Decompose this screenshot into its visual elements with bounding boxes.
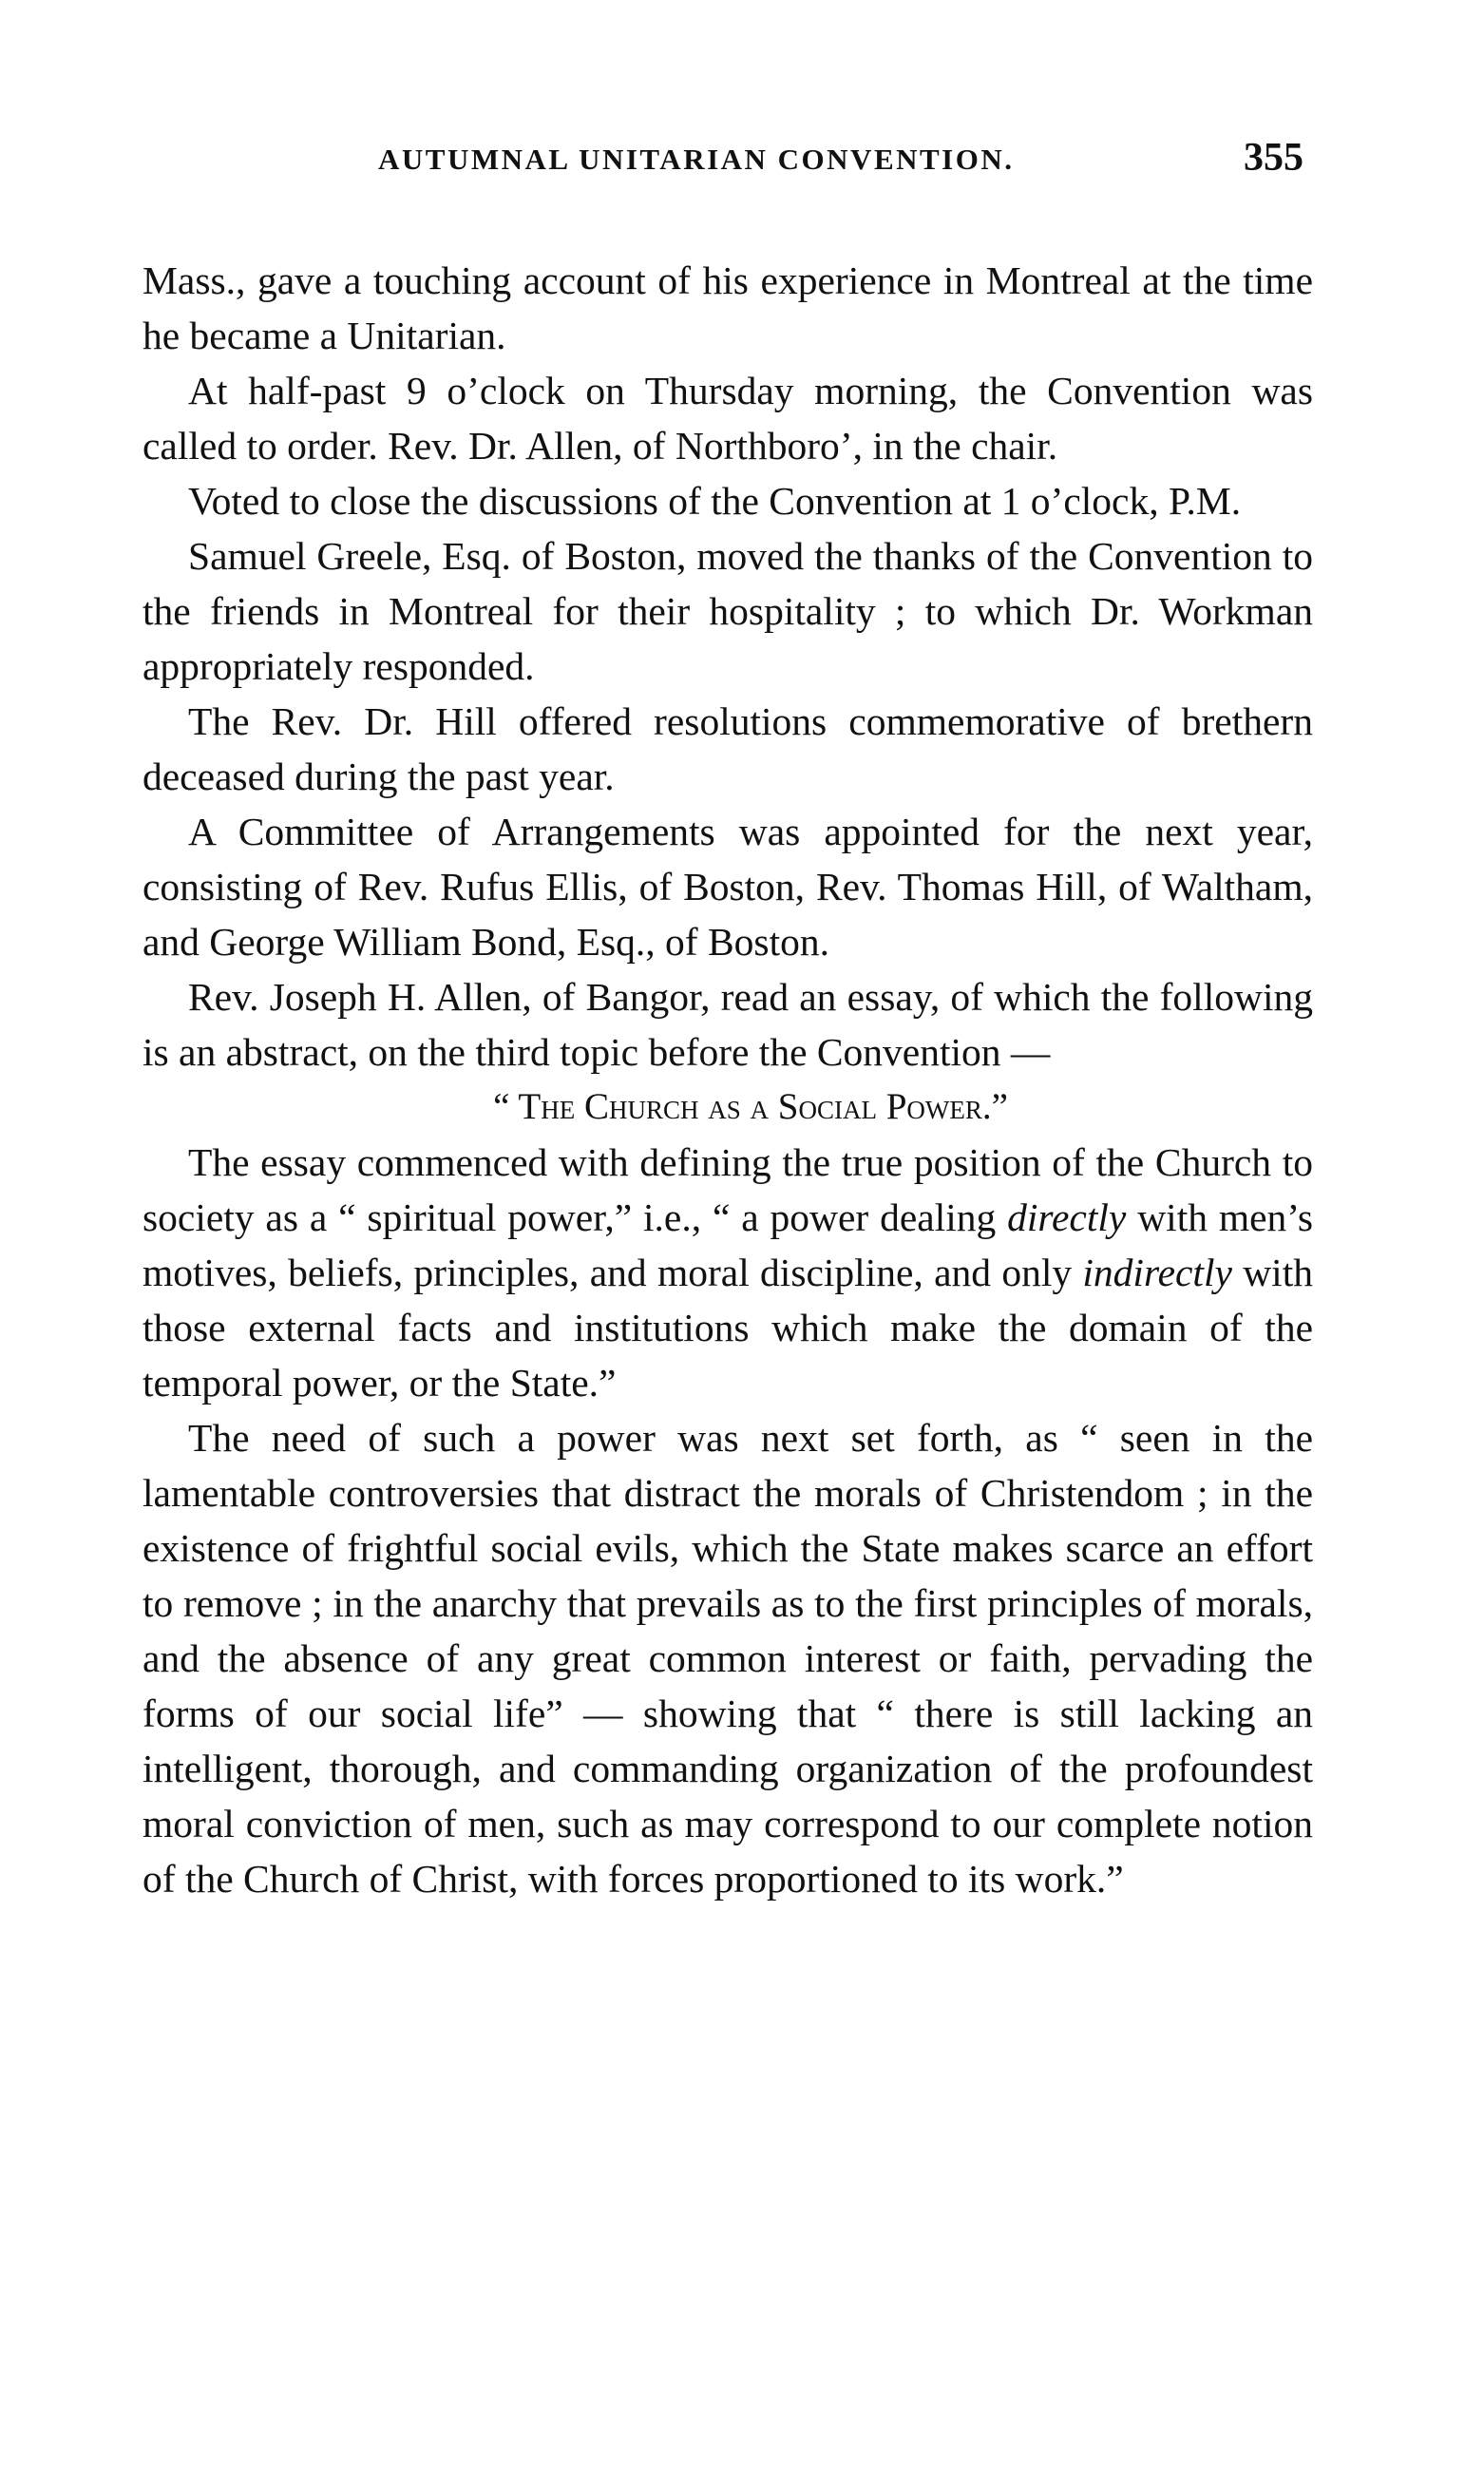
- paragraph-thanks: Samuel Greele, Esq. of Boston, moved the thanks of the Convention to the friends in Montreal for their hospitality ; to which Dr. Workman appropriately responded.: [143, 534, 1313, 688]
- page-number: 355: [1244, 136, 1303, 180]
- text-run: The essay commenced with defining the true position of the Church to society as a “ spiritual power,” i.e., “ a power dealing: [143, 1140, 1313, 1239]
- paragraph-vote-close: Voted to close the discussions of the Convention at 1 o’clock, P.M.: [188, 479, 1242, 523]
- text-run: with those external facts and institutions which make the domain of the temporal power, or the State.”: [143, 1251, 1313, 1405]
- running-head: [143, 136, 1313, 200]
- running-title: AUTUMNAL UNITARIAN CONVENTION.: [378, 143, 1015, 176]
- italic-text: directly: [1007, 1195, 1127, 1239]
- paragraph-resolutions: The Rev. Dr. Hill offered resolutions commemorative of brethern deceased during the past year.: [143, 699, 1313, 798]
- paragraph-convention-called: At half-past 9 o’clock on Thursday morning, the Convention was called to order. Rev. Dr. Allen, of Northboro’, in the chair.: [143, 369, 1313, 468]
- text-run: with men’s motives, beliefs, principles, and moral discipline, and only: [143, 1195, 1313, 1294]
- book-page: [143, 136, 1313, 1906]
- paragraph-need-of-power: The need of such a power was next set forth, as “ seen in the lamentable controversies that distract the morals of Christendom ; in the existence of frightful social evils, which the State makes scarce an effort to remove ; in the anarchy that prevails as to the first principles of morals, and the absence of any great common interest or faith, pervading the forms of our social life” — showing that “ there is still lacking an intelligent, thorough, and commanding organization of the profoundest moral conviction of men, such as may correspond to our complete notion of the Church of Christ, with forces proportioned to its work.”: [143, 1416, 1313, 1901]
- section-heading: “ The Church as a Social Power.”: [493, 1086, 1008, 1127]
- body-text: [143, 253, 1313, 1906]
- paragraph-committee: A Committee of Arrangements was appointed for the next year, consisting of Rev. Rufus Ellis, of Boston, Rev. Thomas Hill, of Waltham, and George William Bond, Esq., of Boston.: [143, 810, 1313, 964]
- paragraph-continuation: Mass., gave a touching account of his experience in Montreal at the time he became a Unitarian.: [143, 258, 1313, 357]
- paragraph-essay-position: [143, 1135, 1313, 1410]
- italic-text: indirectly: [1082, 1251, 1232, 1294]
- paragraph-essay-intro: Rev. Joseph H. Allen, of Bangor, read an essay, of which the following is an abstract, on the third topic before the Convention —: [143, 975, 1313, 1074]
